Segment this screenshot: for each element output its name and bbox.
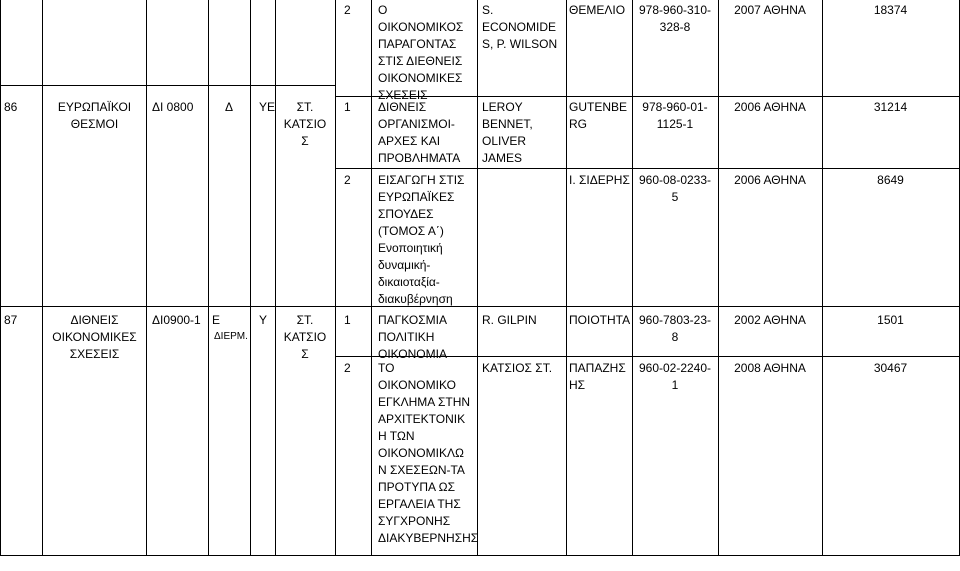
book-title: ΤΟ ΟΙΚΟΝΟΜΙΚΟ ΕΓΚΛΗΜΑ ΣΤΗΝ ΑΡΧΙΤΕΚΤΟΝΙΚ Η ΤΩΝ ΟΙΚΟΝΟΜΙΚΛΩ Ν ΣΧΕΣΕΩΝ-ΤΑ ΠΡΟΤΥΠΑ ΩΣ ΕΡΓΑΛΕΙΑ ΤΗΣ ΣΥΓΧΡΟΝΗΣ ΔΙΑΚΥΒΕΡΝΗΣΗΣ: [378, 361, 479, 545]
book-code: 18374: [873, 3, 908, 17]
book-publisher: ΠΑΠΑΖΗΣ ΗΣ: [569, 361, 626, 392]
book-year-city: 2006 ΑΘΗΝΑ: [734, 173, 806, 187]
col-divider: [566, 0, 567, 556]
book-isbn: 960-7803-23- 8: [638, 313, 712, 344]
course-category: ΥΕ: [259, 100, 276, 114]
course-code: ΔΙ 0800: [152, 100, 194, 114]
course-number: 86: [4, 100, 18, 114]
book-year-city: 2008 ΑΘΗΝΑ: [734, 361, 806, 375]
course-title: ΔΙΘΝΕΙΣ ΟΙΚΟΝΟΜΙΚΕΣ ΣΧΕΣΕΙΣ: [52, 313, 137, 361]
course-type: Δ: [224, 100, 233, 114]
book-code: 8649: [877, 173, 904, 187]
course-number: 87: [4, 313, 18, 327]
book-title: Ο ΟΙΚΟΝΟΜΙΚΟΣ ΠΑΡΑΓΟΝΤΑΣ ΣΤΙΣ ΔΙΕΘΝΕΙΣ ΟΙΚΟΝΟΜΙΚΕΣ ΣΧΕΣΕΙΣ: [378, 3, 464, 102]
course-code: ΔΙ0900-1: [152, 313, 201, 327]
course-instructor: ΣΤ. ΚΑΤΣΙΟ Σ: [283, 313, 327, 361]
col-divider: [42, 0, 43, 556]
row-divider: [0, 555, 960, 556]
book-number: 2: [344, 173, 351, 187]
book-title: ΠΑΓΚΟΣΜΙΑ ΠΟΛΙΤΙΚΗ ΟΙΚΟΝΟΜΙΑ: [378, 313, 447, 361]
book-code: 1501: [877, 313, 904, 327]
book-author: S. ECONOMIDE S, P. WILSON: [482, 3, 558, 51]
book-publisher: Ι. ΣΙΔΕΡΗΣ: [569, 173, 630, 187]
book-title: ΔΙΘΝΕΙΣ ΟΡΓΑΝΙΣΜΟΙ- ΑΡΧΕΣ ΚΑΙ ΠΡΟΒΛΗΜΑΤΑ: [378, 100, 461, 165]
book-publisher: GUTENBE RG: [569, 100, 628, 131]
course-type-note: ΔΙΕΡΜ.: [214, 331, 248, 342]
book-isbn: 978-960-01- 1125-1: [642, 100, 708, 131]
course-instructor: ΣΤ. ΚΑΤΣΙΟ Σ: [283, 100, 327, 148]
col-divider: [146, 0, 147, 556]
course-title: ΕΥΡΩΠΑΪΚΟΙ ΘΕΣΜΟΙ: [57, 100, 132, 131]
col-divider: [335, 0, 336, 556]
book-year-city: 2006 ΑΘΗΝΑ: [734, 100, 806, 114]
course-category: Υ: [259, 313, 268, 327]
course-type: Ε: [212, 313, 221, 327]
book-number: 2: [344, 3, 351, 17]
col-divider: [822, 0, 823, 556]
book-year-city: 2007 ΑΘΗΝΑ: [734, 3, 806, 17]
row-divider: [0, 85, 335, 86]
book-title: ΕΙΣΑΓΩΓΗ ΣΤΙΣ ΕΥΡΩΠΑΪΚΕΣ ΣΠΟΥΔΕΣ (ΤΟΜΟΣ Α΄) Ενοποιητική δυναμική- δικαιοταξία- διακυβέρνηση: [378, 173, 465, 306]
col-divider: [718, 0, 719, 556]
book-author: R. GILPIN: [482, 313, 537, 327]
col-divider: [250, 0, 251, 556]
col-divider: [208, 0, 209, 556]
book-number: 1: [344, 313, 351, 327]
book-code: 30467: [873, 361, 908, 375]
col-divider: [275, 0, 276, 556]
book-number: 1: [344, 100, 351, 114]
book-code: 31214: [873, 100, 908, 114]
col-divider: [0, 0, 1, 556]
book-isbn: 960-02-2240- 1: [638, 361, 712, 392]
col-divider: [371, 0, 372, 556]
book-number: 2: [344, 361, 351, 375]
book-author: ΚΑΤΣΙΟΣ ΣΤ.: [482, 361, 553, 375]
row-divider: [0, 306, 960, 307]
book-isbn: 978-960-310- 328-8: [638, 3, 712, 34]
book-author: LEROY BENNET, OLIVER JAMES: [482, 100, 533, 165]
book-publisher: ΘΕΜΕΛΙΟ: [569, 3, 626, 17]
book-publisher: ΠΟΙΟΤΗΤΑ: [569, 313, 631, 327]
book-year-city: 2002 ΑΘΗΝΑ: [734, 313, 806, 327]
book-isbn: 960-08-0233- 5: [638, 173, 712, 204]
row-divider: [335, 168, 960, 169]
col-divider: [632, 0, 633, 556]
